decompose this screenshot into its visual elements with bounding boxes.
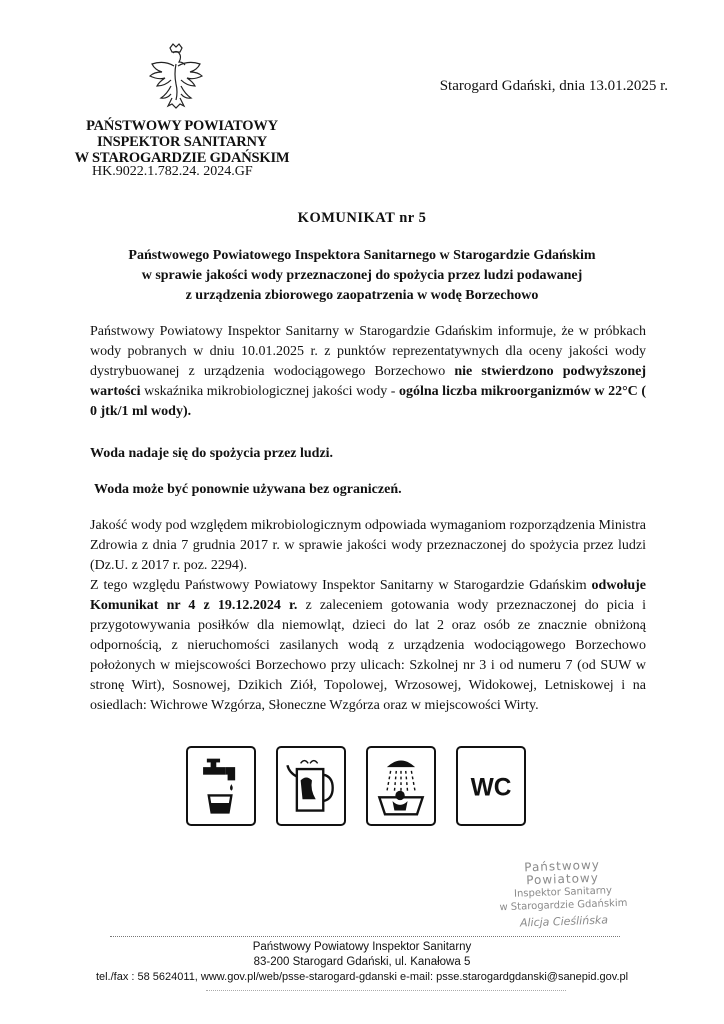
place-and-date: Starogard Gdański, dnia 13.01.2025 r. bbox=[439, 78, 668, 94]
p1-bold-d: ogólna liczba mikroorganizmów w 22°C ( 0 jtk/1 ml wody). bbox=[90, 384, 646, 419]
paragraph-regulation: Jakość wody pod względem mikrobiologicznym odpowiada wymaganiom rozporządzenia Ministra Zdrowia z dnia 7 grudnia 2017 r. w sprawie jakości wody przeznaczonej do spożycia przez ludzi (Dz.U. z 2017 r. poz. 2294). bbox=[90, 518, 646, 573]
reference-number: HK.9022.1.782.24. 2024.GF bbox=[92, 164, 253, 179]
footer-line-1: Państwowy Powiatowy Inspektor Sanitarny bbox=[252, 941, 472, 953]
official-stamp bbox=[487, 857, 639, 928]
kettle-icon bbox=[276, 746, 346, 826]
document-title: KOMUNIKAT nr 5 bbox=[297, 210, 427, 226]
p1-text-a: Państwowy Powiatowy Inspektor Sanitarny w Starogardzie Gdańskim informuje, że w próbkach wody pobranych w dniu 10.01.2025 r. z punktów reprezentatywnych dla oceny jakości wody dystrybuowanej z urządzenia wodociągowego Borzechowo bbox=[90, 324, 646, 379]
faucet-drinking-icon bbox=[186, 746, 256, 826]
footer-line-2: 83-200 Starogard Gdański, ul. Kanałowa 5 bbox=[253, 956, 471, 968]
footer-line-3: tel./fax : 58 5624011, www.gov.pl/web/psse-starogard-gdanski e-mail: psse.starogardgdanski@sanepid.gov.pl bbox=[95, 971, 629, 983]
stamp-line-2: Inspektor Sanitarny bbox=[513, 885, 613, 900]
paragraph-no-restrictions: Woda może być ponownie używana bez ograniczeń. bbox=[94, 482, 402, 497]
institution-line-3: W STAROGARDZIE GDAŃSKIM bbox=[74, 150, 290, 166]
shower-bath-icon bbox=[366, 746, 436, 826]
p5-text-c: z zaleceniem gotowania wody przeznaczonej do picia i przygotowywania posiłków dla niemowląt, dzieci do lat 2 oraz osób ze znacznie obniżoną odpornością, z nieruchomości zasilanych wodą z urządzenia wodociągowego Borzechowo położonych w miejscowości Borzechowo przy ulicach: Szkolnej nr 3 i od numeru 7 (od SUW w stronę Wirt), Sosnowej, Dzikich Ziół, Topolowej, Wrzosowej, Widokowej, Letniskowej i na osiedlach: Wichrowe Wzgórza, Słoneczne Wzgórza oraz w miejscowości Wirty. bbox=[90, 598, 646, 713]
institution-line-2: INSPEKTOR SANITARNY bbox=[96, 134, 268, 150]
paragraph-drinkable: Woda nadaje się do spożycia przez ludzi. bbox=[90, 446, 334, 461]
p5-bold-b: odwołuje Komunikat nr 4 z 19.12.2024 r. bbox=[90, 578, 646, 613]
stamp-line-3: w Starogardzie Gdańskim bbox=[499, 897, 628, 914]
polish-eagle-emblem-icon bbox=[147, 42, 205, 112]
document-subtitle bbox=[60, 246, 664, 306]
stamp-signature: Alicja Cieślińska bbox=[519, 913, 609, 930]
subtitle-line-2: w sprawie jakości wody przeznaczonej do spożycia przez ludzi podawanej bbox=[141, 268, 583, 283]
footer-bottom-rule bbox=[206, 990, 566, 991]
stamp-line-1: Państwowy Powiatowy bbox=[523, 857, 601, 888]
p1-bold-b: nie stwierdzono podwyższonej wartości bbox=[90, 364, 646, 399]
paragraph-revocation bbox=[90, 576, 646, 716]
footer bbox=[0, 940, 724, 985]
paragraph-test-results bbox=[90, 322, 646, 422]
p1-text-c: wskaźnika mikrobiologicznej jakości wody - bbox=[140, 384, 399, 399]
wc-pictogram bbox=[456, 746, 526, 826]
institution-line-1: PAŃSTWOWY POWIATOWY bbox=[86, 118, 278, 134]
footer-divider bbox=[110, 936, 620, 937]
institution-name bbox=[74, 118, 290, 166]
pictogram-row bbox=[186, 746, 530, 830]
wc-label: WC bbox=[470, 774, 512, 802]
subtitle-line-1: Państwowego Powiatowego Inspektora Sanitarnego w Starogardzie Gdańskim bbox=[128, 248, 596, 263]
p5-text-a: Z tego względu Państwowy Powiatowy Inspektor Sanitarny w Starogardzie Gdańskim bbox=[90, 578, 592, 593]
subtitle-line-3: z urządzenia zbiorowego zaopatrzenia w wodę Borzechowo bbox=[185, 288, 539, 303]
